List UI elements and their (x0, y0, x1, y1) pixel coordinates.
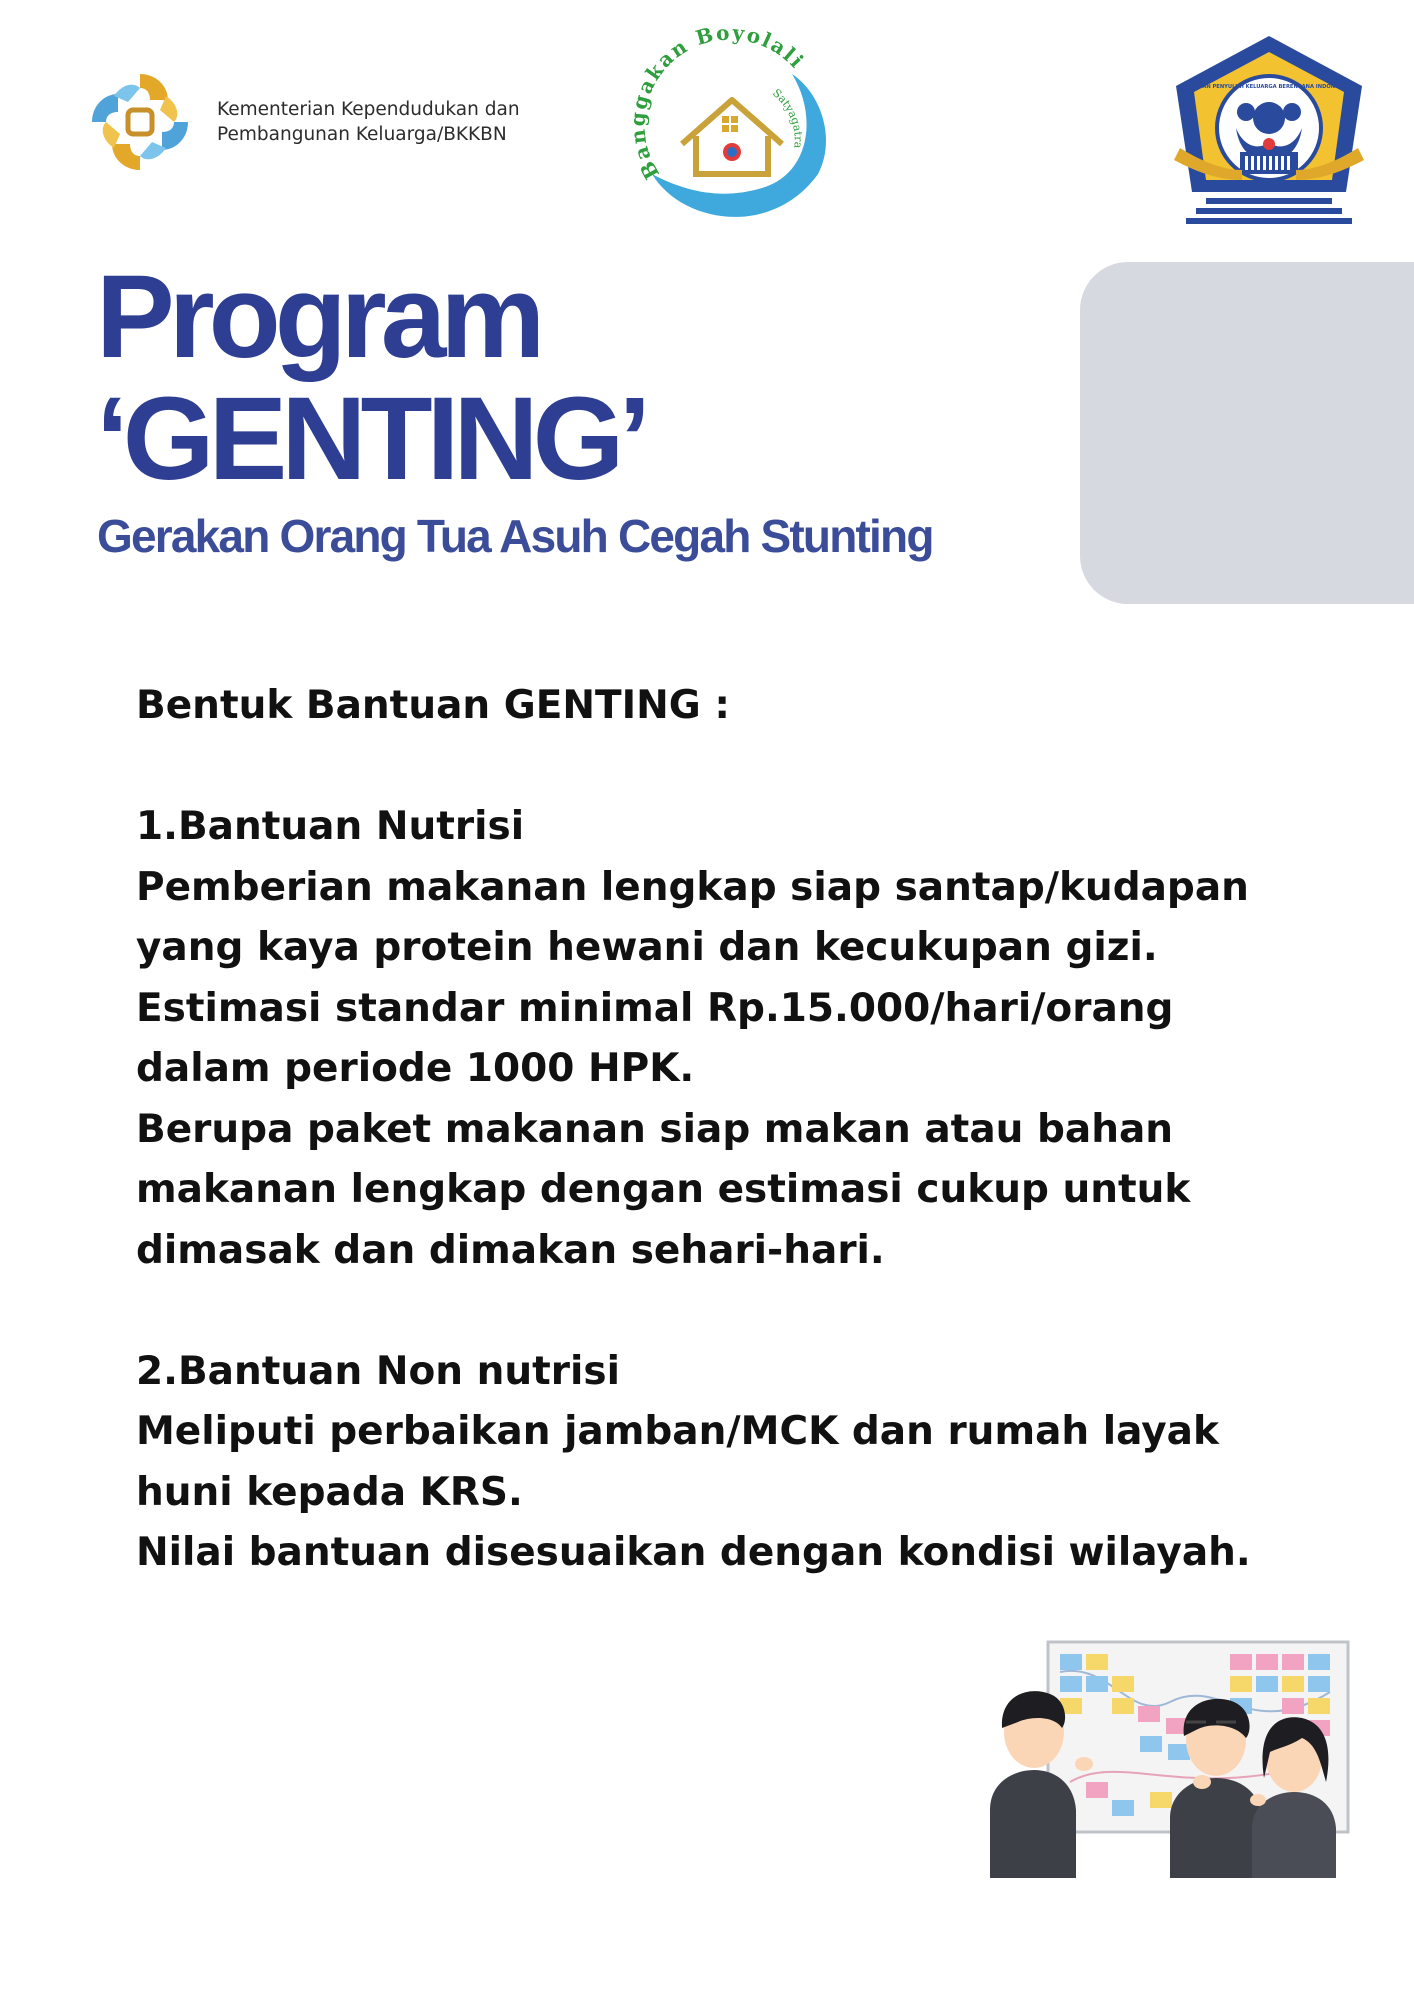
spacer (136, 737, 1346, 798)
ipkb-logo (1166, 32, 1372, 238)
boyolali-logo-inner-text: Satyagatra (770, 86, 805, 149)
section-2-line: Nilai bantuan disesuaikan dengan kondisi wilayah. (136, 1530, 1251, 1575)
house-icon (682, 100, 782, 174)
section-1-line: makanan lengkap dengan estimasi cukup untuk (136, 1167, 1191, 1212)
bkkbn-logo (84, 66, 196, 178)
ministry-name-line-1: Kementerian Kependudukan dan (217, 99, 520, 120)
ipkb-logo-text: IKATAN PENYULUH KELUARGA BERENCANA INDONESIA (1189, 84, 1349, 90)
program-subtitle: Gerakan Orang Tua Asuh Cegah Stunting (97, 510, 933, 562)
section-2-line: Meliputi perbaikan jamban/MCK dan rumah layak (136, 1409, 1219, 1454)
section-1-line: Berupa paket makanan siap makan atau bahan (136, 1106, 1174, 1152)
section-1-line: Pemberian makanan lengkap siap santap/kudapan (136, 864, 1249, 910)
boyolali-logo-arc-text: Banggakan Boyolali (625, 24, 810, 184)
section-1-line: yang kaya protein hewani dan kecukupan gizi. (136, 925, 1158, 970)
section-1-line: Estimasi standar minimal Rp.15.000/hari/orang (136, 985, 1174, 1031)
spacer (136, 1281, 1346, 1342)
content-heading: Bentuk Bantuan GENTING : (136, 683, 730, 728)
page-title: Program (96, 251, 540, 383)
section-2-title: 2.Bantuan Non nutrisi (136, 1348, 620, 1394)
boyolali-logo (622, 24, 834, 232)
decorative-side-panel (1080, 262, 1414, 604)
assistance-content (136, 676, 1346, 1584)
ministry-name-line-2: Pembangunan Keluarga/BKKBN (217, 124, 507, 145)
program-name: ‘GENTING’ (96, 373, 646, 505)
section-1-title: 1.Bantuan Nutrisi (136, 804, 525, 849)
team-discussion-illustration (990, 1632, 1352, 1878)
section-1-line: dalam periode 1000 HPK. (136, 1046, 695, 1091)
section-2-line: huni kepada KRS. (136, 1469, 523, 1515)
bkkbn-logo-emblem (92, 74, 188, 170)
ministry-name (217, 97, 520, 147)
section-1-line: dimasak dan dimakan sehari-hari. (136, 1227, 885, 1273)
